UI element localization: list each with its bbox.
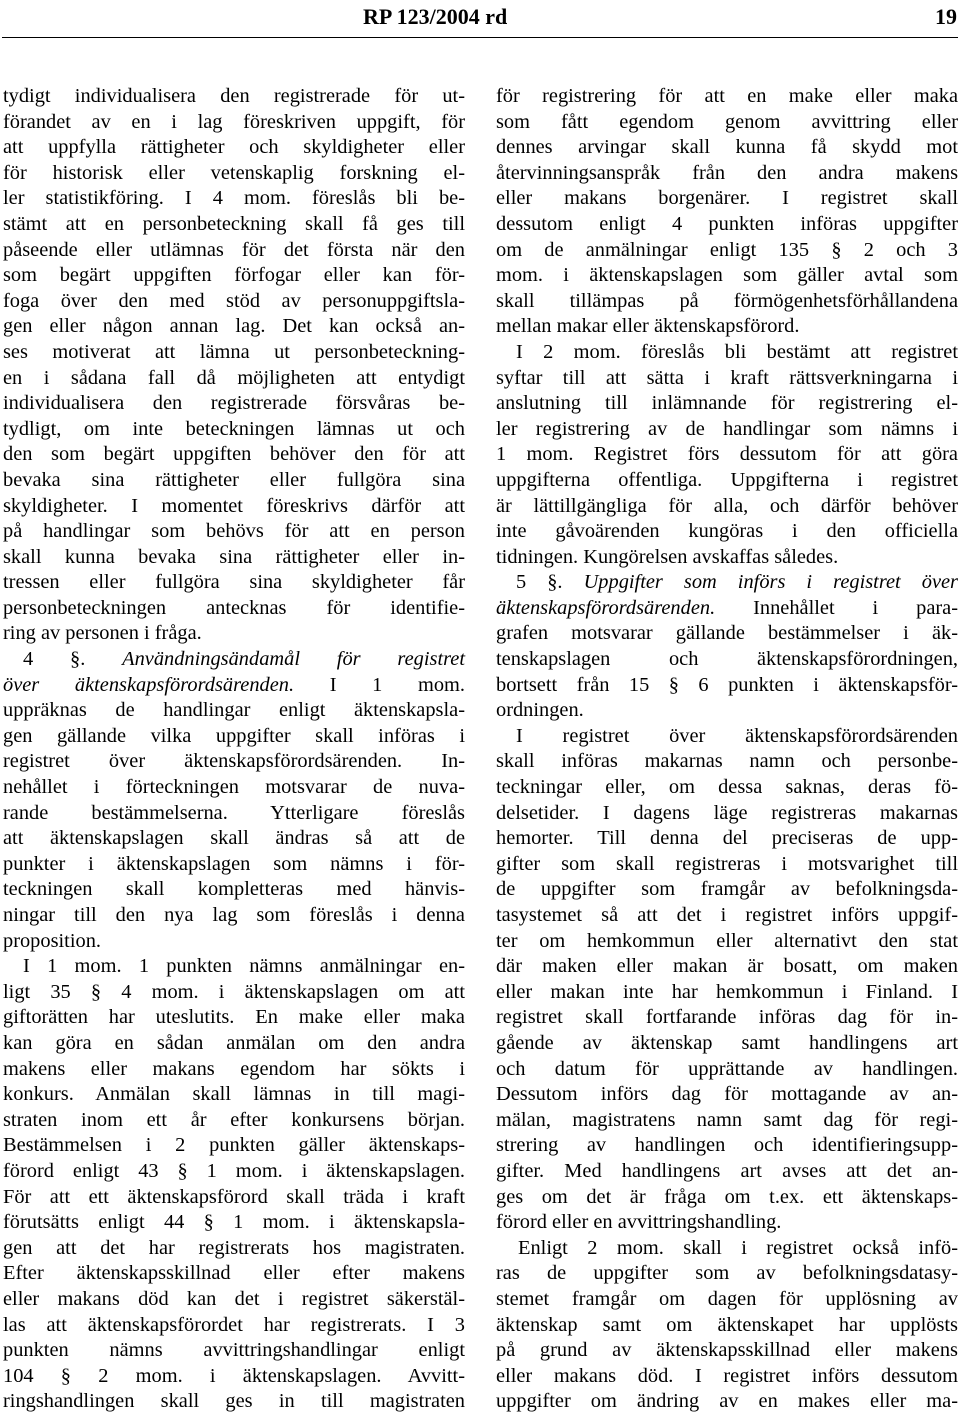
text-line: Efter äktenskapsskillnad eller efter makens	[3, 1262, 465, 1285]
text-line: som begärt uppgiften förfogar eller kan för-	[3, 264, 465, 287]
text-line: uppgifterna offentliga. Uppgifterna i registret	[496, 468, 958, 491]
text-line: äktenskapsförordsärenden. Innehållet i para-	[496, 596, 958, 619]
text-line: en i sådana fall då möjligheten att entydigt	[3, 366, 465, 389]
text-line: grafen motsvarar gällande bestämmelser i äk-	[496, 622, 958, 645]
text-line: dessutom enligt 4 punkten införas uppgifter	[496, 212, 958, 235]
text-line: bevaka sina rättigheter eller fullgöra sina	[3, 468, 465, 491]
text-line: giftorätten har uteslutits. En make eller maka	[3, 1006, 465, 1029]
text-line: gen eller någon annan lag. Det kan också an-	[3, 315, 465, 338]
text-line: som fått egendom genom avvittring eller	[496, 110, 958, 133]
text-line: I 2 mom. föreslås bli bestämt att registret	[516, 340, 958, 363]
text-line: ligt 35 § 4 mom. i äktenskapslagen om att	[3, 980, 465, 1003]
text-line: inte gåvoärenden kungöras i den officiella	[496, 520, 958, 543]
text-line: förord enligt 43 § 1 mom. i äktenskapslagen.	[3, 1159, 465, 1182]
text-line: eller makan inte har hemkommun i Finland. I	[496, 980, 958, 1003]
text-line: foga över den med stöd av personuppgiftsla-	[3, 289, 465, 312]
text-line: bortsett från 15 § 6 punkten i äktenskapsför-	[496, 673, 958, 696]
text-line: mom. i äktenskapslagen som gäller avtal som	[496, 264, 958, 287]
text-line: gifter som skall registreras i motsvarighet till	[496, 852, 958, 875]
text-line: kan göra en sådan anmälan om den andra	[3, 1031, 465, 1054]
text-line: ordningen.	[496, 699, 584, 722]
text-line: För att ett äktenskapsförord skall träda i kraft	[3, 1185, 465, 1208]
text-line: Dessutom införs dag för mottagande av an-	[496, 1083, 958, 1106]
text-line: eller makans död kan det i registret säkerstäl-	[3, 1287, 465, 1310]
text-line: förord eller en avvittringshandling.	[496, 1211, 782, 1234]
text-line: registret över äktenskapsförordsärenden. In-	[3, 750, 465, 773]
text-line: 4 §. Användningsändamål för registret	[23, 648, 466, 671]
text-line: på handlingar som behövs för att en person	[3, 520, 465, 543]
text-line: gående av äktenskap samt handlingens art	[496, 1031, 958, 1054]
text-line: på grund av äktenskapsskillnad eller makens	[496, 1339, 958, 1362]
text-line: personbeteckningen antecknas för identifie-	[3, 596, 465, 619]
text-line: tressen eller fullgöra sina skyldigheter får	[3, 571, 465, 594]
text-line: eller makans död. I registret införs dessutom	[496, 1364, 958, 1387]
text-line: teckningar eller, om dessa saknas, deras fö-	[496, 776, 958, 799]
text-line: strering av handlingen och identifieringsupp-	[496, 1134, 958, 1157]
document-id: RP 123/2004 rd	[363, 4, 508, 29]
text-line: 1 mom. Registret förs dessutom för att göra	[496, 443, 958, 466]
text-line: konkurs. Anmälan skall lämnas in till magi-	[3, 1083, 465, 1106]
text-line: den som begärt uppgiften behöver den för att	[3, 443, 465, 466]
text-line: skall tillämpas på förmögenhetsförhållandena	[496, 289, 958, 312]
text-line: äktenskap samt om äktenskapet har upplösts	[496, 1313, 958, 1336]
text-line: 104 § 2 mom. i äktenskapslagen. Avvitt-	[3, 1364, 465, 1387]
text-line: förandet av en i lag föreskriven uppgift, för	[3, 110, 465, 133]
text-line: ses motiverat att lämna ut personbeteckning-	[3, 340, 465, 363]
text-line: att uppfylla rättigheter och skyldigheter eller	[3, 136, 465, 159]
text-line: ges om det är fråga om t.ex. ett äktenskaps-	[496, 1185, 958, 1208]
text-line: las att äktenskapsförordet har registrerats. I 3	[3, 1313, 465, 1336]
text-line: punkten nämns avvittringshandlingar enligt	[3, 1339, 465, 1362]
text-line: ningar till den nya lag som föreslås i denna	[3, 904, 465, 926]
text-line: för historisk eller vetenskaplig forskning el-	[3, 161, 465, 184]
text-line: Bestämmelsen i 2 punkten gäller äktenskaps-	[3, 1134, 465, 1157]
text-line: straten inom ett år efter konkursens början.	[3, 1108, 465, 1131]
text-line: syftar till att sätta i kraft rättsverkningarna i	[496, 366, 958, 389]
text-line: I registret över äktenskapsförordsärenden	[516, 724, 958, 747]
text-line: där maken eller makan är bosatt, om maken	[496, 955, 958, 978]
text-line: Enligt 2 mom. skall i registret också infö-	[518, 1236, 958, 1259]
text-line: skall kunna bevaka sina rättigheter eller in-	[3, 545, 465, 568]
right-column	[496, 84, 958, 1413]
text-line: de uppgifter som framgår av befolkningsda-	[496, 878, 958, 901]
text-line: registret skall fortfarande införas dag för in-	[496, 1006, 958, 1029]
text-line: eller makans borgenärer. I registret skall	[496, 187, 958, 210]
header-rule	[2, 37, 958, 38]
text-line: över äktenskapsförordsärenden. I 1 mom.	[3, 673, 466, 696]
page-header	[0, 2, 960, 32]
left-column	[3, 84, 466, 1413]
text-line: nehållet i förteckningen motsvarar de nuva-	[3, 776, 465, 799]
text-line: ras de uppgifter som av befolkningsdatasy-	[496, 1262, 958, 1285]
text-line: proposition.	[3, 929, 101, 952]
text-line: om de anmälningar enligt 135 § 2 och 3	[496, 238, 958, 261]
text-line: påseende eller utlämnas för det första när den	[3, 238, 465, 261]
text-line: ringshandlingen skall ges in till magistraten	[3, 1390, 465, 1413]
text-line: skall införas makarnas namn och personbe-	[496, 750, 958, 773]
text-line: mälan, magistratens namn samt dag för regi-	[496, 1108, 958, 1131]
text-line: delsetider. I dagens läge registreras makarnas	[496, 801, 958, 824]
text-line: gen att det har registrerats hos magistraten.	[3, 1236, 465, 1259]
text-line: I 1 mom. 1 punkten nämns anmälningar en-	[23, 955, 465, 978]
text-line: mellan makar eller äktenskapsförord.	[496, 315, 800, 338]
text-line: hemorter. Till denna del preciseras de upp-	[496, 827, 958, 850]
text-line: rande bestämmelserna. Ytterligare föreslås	[3, 801, 465, 824]
text-line: ler statistikföring. I 4 mom. föreslås bli be-	[3, 187, 465, 210]
text-line: makens eller makans egendom har sökts i	[3, 1057, 465, 1080]
text-line: tasystemet så att det i registret införs uppgif-	[496, 904, 958, 926]
text-line: och datum för upprättande av handlingen.	[496, 1057, 958, 1080]
text-line: gen gällande vilka uppgifter skall införas i	[3, 724, 465, 747]
text-line: återvinningsanspråk från den andra makens	[496, 161, 958, 184]
text-line: ring av personen i fråga.	[3, 622, 202, 645]
text-line: skyldigheter. I momentet föreskrivs därför att	[3, 494, 465, 517]
text-line: tenskapslagen och äktenskapsförordningen,	[496, 648, 958, 671]
text-line: tydigt individualisera den registrerade för ut-	[3, 85, 465, 107]
text-line: dennes arvingar skall kunna få skydd mot	[496, 136, 958, 159]
text-line: ter om hemkommun eller alternativt den stat	[496, 929, 958, 952]
text-line: uppgifter om ändring av en makes eller ma-	[496, 1390, 958, 1413]
text-line: punkter i äktenskapslagen som nämns i för-	[3, 852, 465, 875]
text-line: stemet framgår om dagen för upplösning av	[496, 1287, 958, 1310]
text-line: 5 §. Uppgifter som införs i registret över	[516, 571, 958, 594]
text-line: anslutning till inlämnande för registrering el-	[496, 392, 958, 415]
text-line: för registrering för att en make eller maka	[496, 85, 958, 107]
text-line: individualisera den registrerade försvåras be-	[3, 392, 465, 415]
text-line: gifter. Med handlingens art avses att det an-	[496, 1159, 958, 1182]
text-line: förutsätts enligt 44 § 1 mom. i äktenskapsla-	[3, 1211, 465, 1234]
page-number: 19	[935, 4, 957, 29]
text-line: stämt att en personbeteckning skall få ges till	[3, 212, 465, 235]
text-line: att äktenskapslagen skall ändras så att de	[3, 827, 465, 850]
text-line: tidningen. Kungörelsen avskaffas således.	[496, 545, 839, 568]
text-line: uppräknas de handlingar enligt äktenskapsla-	[3, 699, 465, 722]
text-line: ler registrering av de handlingar som nämns i	[496, 417, 958, 440]
text-line: teckningen skall kompletteras med hänvis-	[3, 878, 465, 901]
text-line: är lättillgängliga för alla, och därför behöver	[496, 494, 958, 517]
text-line: tydligt, om inte beteckningen lämnas ut och	[3, 417, 465, 440]
